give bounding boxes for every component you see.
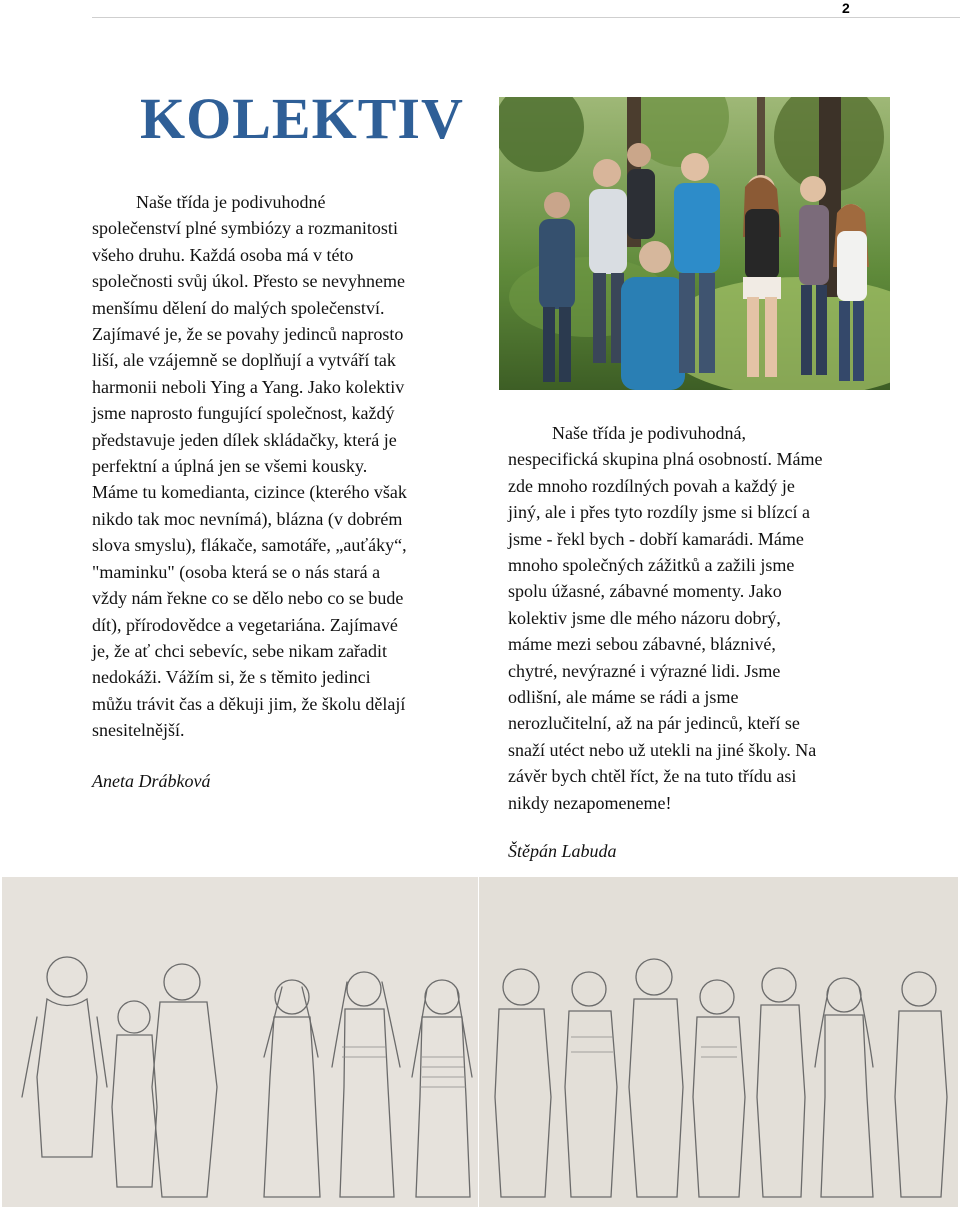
right-article-body: Naše třída je podivuhodná, nespecifická skupina plná osobností. Máme zde mnoho rozdílných povah a každý je jiný, ale i přes tyto rozdíly jsme si blízcí a jsme - řekl bych - dobří kamarádi. Máme mnoho společných zážitků a zažili jsme spolu úžasné, zábavné momenty. Jako kolektiv jsme dle mého názoru dobrý, máme mezi sebou zábavné, bláznivé, chytré, nevýrazné i výrazné lidi. Jsme odlišní, ale máme se rádi a jsme nerozlučitelní, až na pár jedinců, kteří se snaží utéct nebo už utekli na jiné školy. Na závěr bych chtěl říct, že na tuto třídu asi nikdy nezapomeneme! xyxy=(508,423,823,813)
class-sketch-drawing-right xyxy=(479,877,958,1207)
left-article-body: Naše třída je podivuhodné společenství plné symbiózy a rozmanitosti všeho druhu. Každá osoba má v této společnosti svůj úkol. Přesto se nevyhneme menšímu dělení do malých společenství. Zajímavé je, že se povahy jedinců naprosto liší, ale vzájemně se doplňují a vytváří tak harmonii neboli Ying a Yang. Jako kolektiv jsme naprosto fungující společnost, každý představuje jeden dílek skládačky, která je perfektní a úplná jen se všemi kousky. Máme tu komedianta, cizince (kterého však nikdo tak moc nevnímá), blázna (v dobrém slova smyslu), flákače, samotáře, „auťáky“, "maminku" (osoba která se o nás stará a vždy nám řekne co se dělo nebo co se bude dít), přírodovědce a vegetariána. Zajímavé je, že ať chci sebevíc, sebe nikam zařadit nedokáži. Vážím si, že s těmito jedinci můžu trávit čas a děkuji jim, že školu dělají snesitelnější. xyxy=(92,192,407,741)
page-number: 2 xyxy=(842,0,850,16)
left-article-author: Aneta Drábková xyxy=(92,770,211,791)
article-title: KOLEKTIV xyxy=(140,86,464,151)
right-article xyxy=(508,420,878,865)
left-article xyxy=(92,189,464,794)
right-article-author: Štěpán Labuda xyxy=(508,841,617,862)
class-group-photo xyxy=(499,97,890,390)
class-sketch-drawing-left xyxy=(2,877,478,1207)
header-rule xyxy=(92,17,960,18)
